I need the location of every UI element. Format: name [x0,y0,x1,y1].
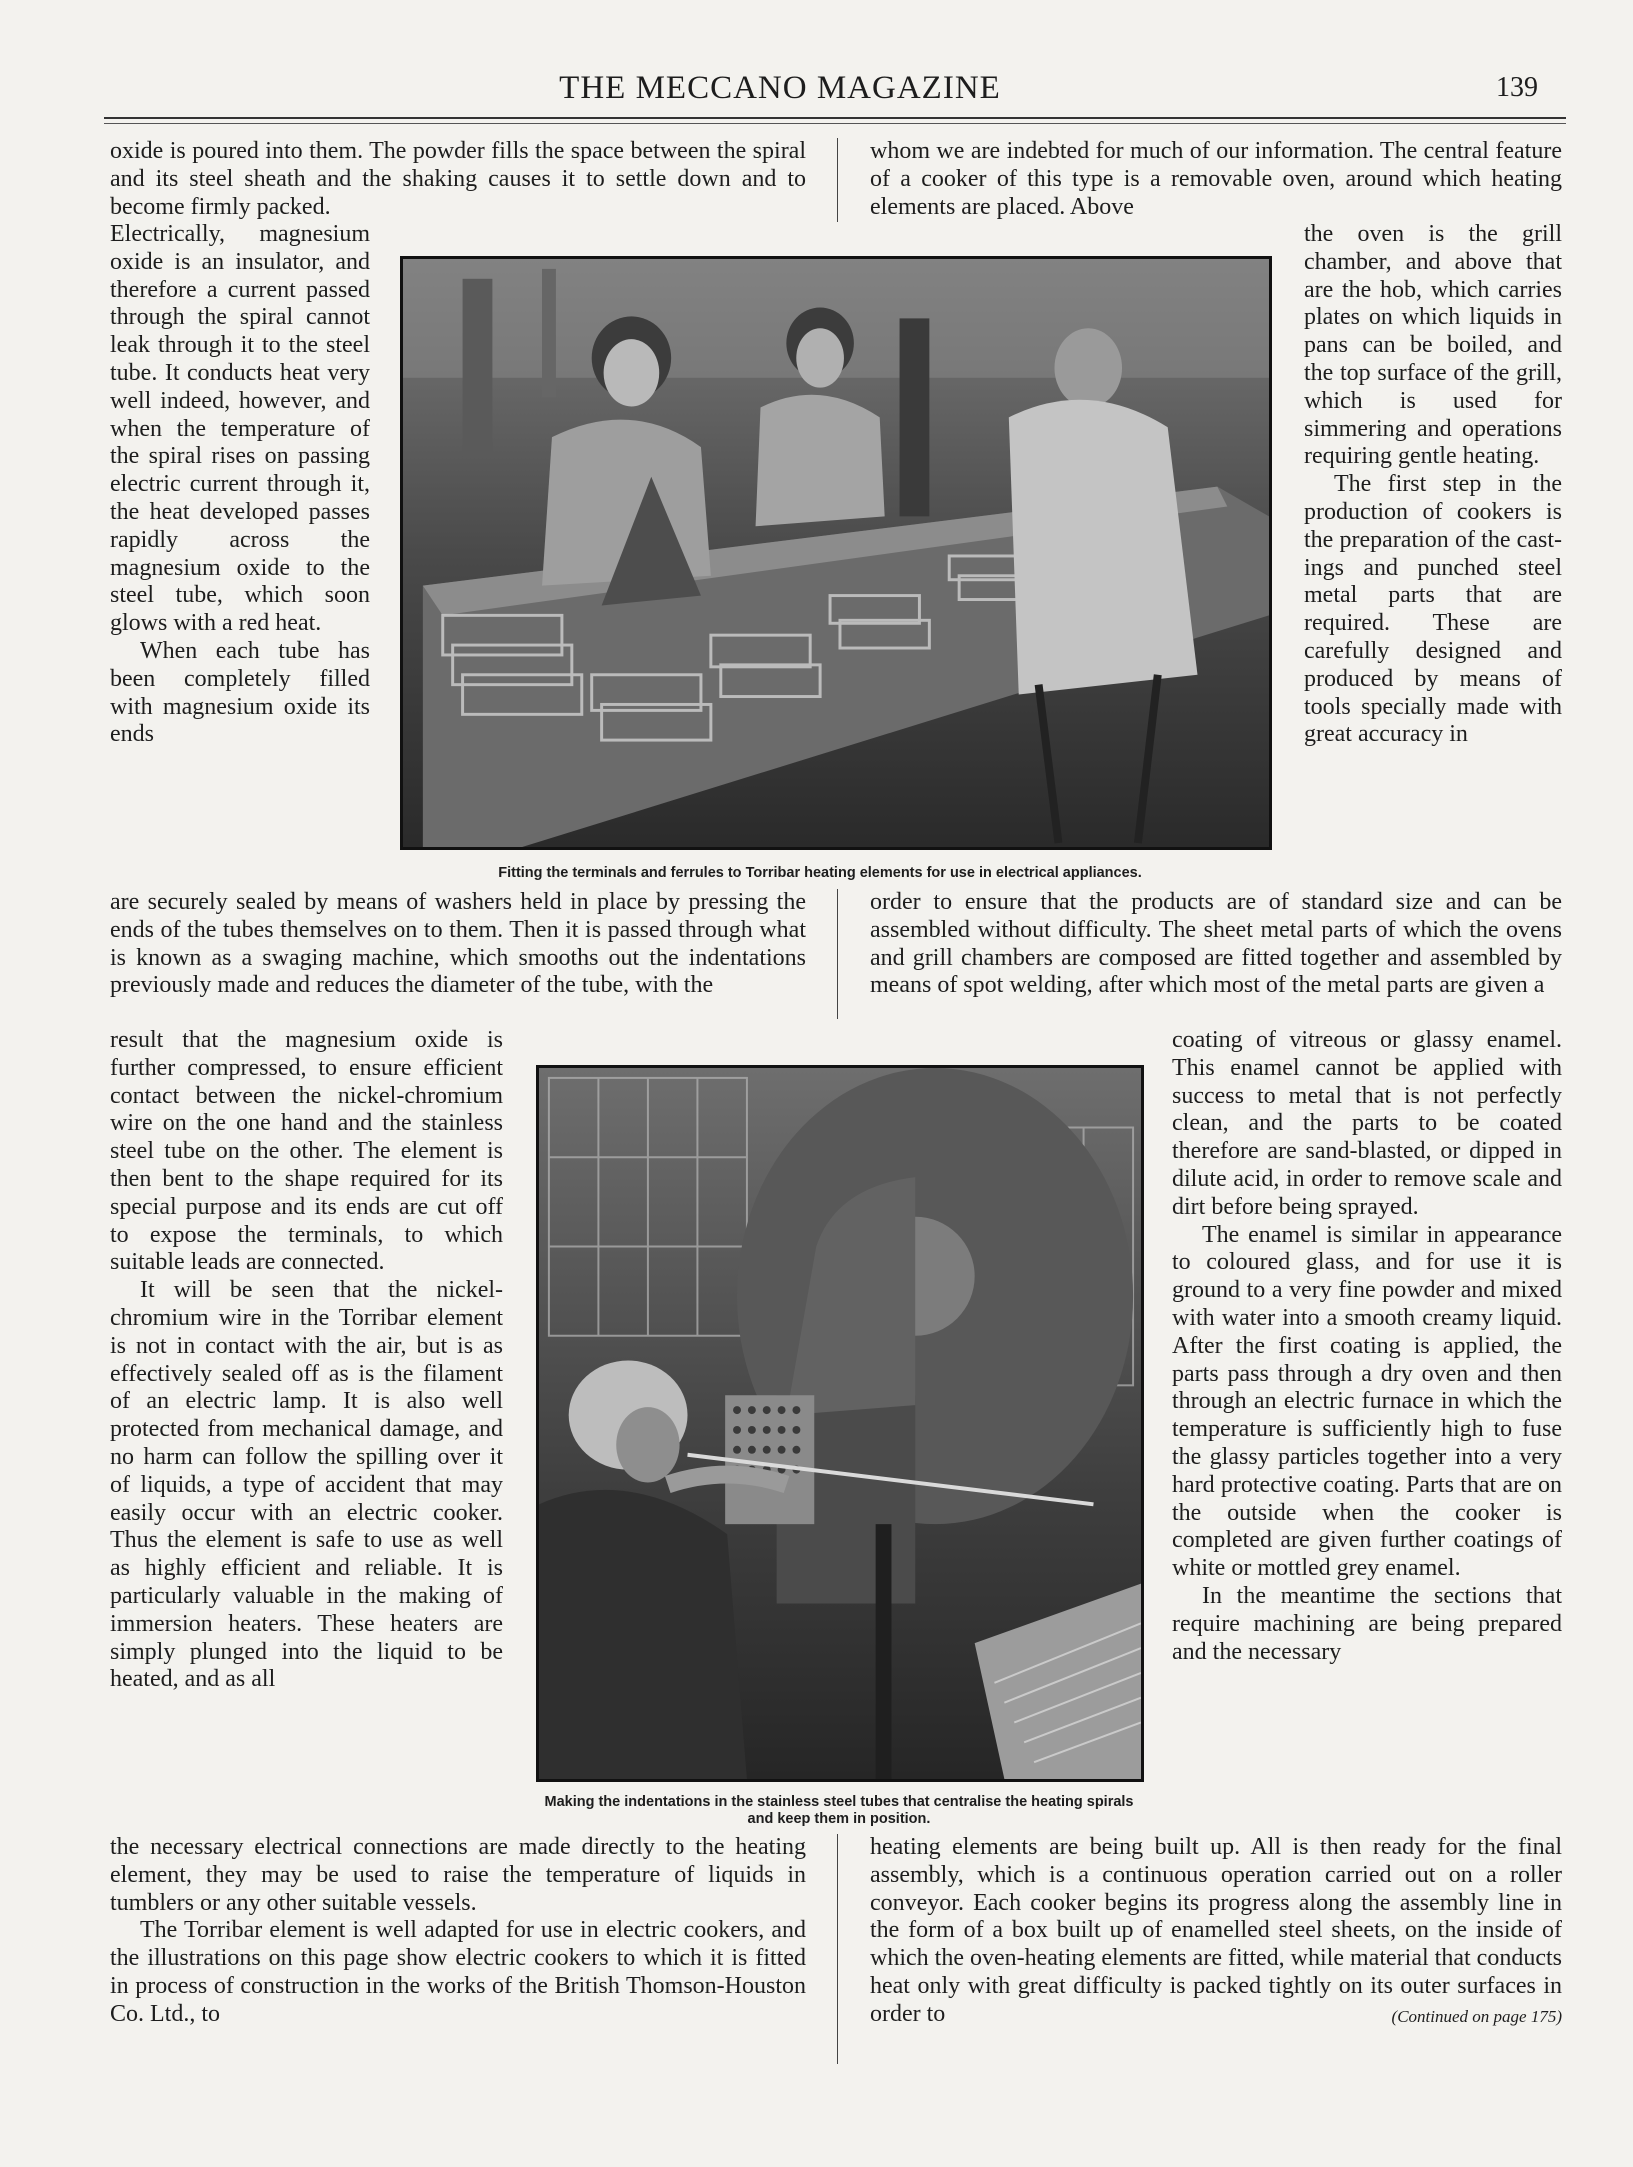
paragraph: order to ensure that the products are of standard size and can be assembled without difficulty. The sheet metal parts of which the ovens and grill chambers are composed are fitted together and assembled by means of spot welding, after which most of the metal parts are given a [870,889,1562,999]
paragraph: When each tube has been completely filled with magnesium oxide its ends [110,637,370,748]
right-column-wrap-2 [1172,1027,1562,1666]
paragraph: The first step in the production of cookers is the preparation of the castings and punched steel metal parts that are required. These are carefully designed and produced by means of tools specially made with great accuracy in [1304,471,1562,748]
paragraph: Electrically, magnesium oxide is an insulator, and therefore a current passed through the spiral cannot leak through it to the steel tube. It conducts heat very well indeed, however, and when the temperature of the spiral rises on passing electric current through it, the heat developed passes rapidly across the magnesium oxide to the steel tube, which soon glows with a red heat. [110,221,370,637]
photo-fitting-terminals [400,256,1272,850]
photo-making-indentations [536,1065,1144,1782]
paragraph: In the meantime the sections that require machining are being prepared and the necessary [1172,1582,1562,1665]
left-column-wrap-2 [110,1027,503,1694]
right-column-top [870,138,1562,221]
column-rule [837,1834,838,2064]
header-rule-thin [104,123,1566,124]
left-column-middle [110,889,806,1000]
paragraph: coating of vitreous or glassy enamel. This enamel cannot be applied with success to metal that is not perfectly clean, and the parts to be coated therefore are sand-blasted, or dipped in dilute acid, in order to remove scale and dirt before being sprayed. [1172,1027,1562,1220]
paragraph: The Torribar element is well adapted for use in electric cookers, and the illustrations on this page show electric cookers to which it is fitted in process of construction in the works of the British Thomson-Houston Co. Ltd., to [110,1917,806,2027]
column-rule [837,889,838,1019]
magazine-title: THE MECCANO MAGAZINE [559,70,1001,106]
paragraph: the oven is the grill chamber, and above that are the hob, which carries plates on which liquids in pans can be boiled, and the top surface of the grill, which is used for simmering and operations requiring gentle heating. [1304,221,1562,470]
figure2-caption: Making the indentations in the stainless steel tubes that centralise the heating spirals and keep them in position. [544,1794,1134,1827]
paragraph: It will be seen that the nickel-chromium wire in the Torribar element is not in contact with the air, but is as effectively sealed off as is the filament of an electric lamp. It is also well protected from mechanical damage, and no harm can follow the spilling over it of liquids, a type of accident that may easily occur with an electric cooker. Thus the element is safe to use as well as highly efficient and reliable. It is particularly valuable in the making of immersion heaters. These heaters are simply plunged into the liquid to be heated, and as all [110,1277,503,1693]
right-column-wrap-1 [1304,221,1562,749]
page-number: 139 [1496,72,1538,103]
paragraph: The enamel is similar in appearance to coloured glass, and for use it is ground to a very fine powder and mixed with water into a smooth creamy liquid. After the first coating is applied, the parts pass through a dry oven and then through an electric furnace in which the temperature is sufficiently high to fuse the glassy particles together into a very hard protective coating. Parts that are on the outside when the cooker is completed are given further coatings of white or mottled grey enamel. [1172,1221,1562,1582]
left-column-top [110,138,806,221]
paragraph: oxide is poured into them. The powder fills the space between the spiral and its steel sheath and the shaking causes it to settle down and to become firmly packed. [110,138,806,220]
paragraph: the necessary electrical connections are made directly to the heating element, they may be used to raise the temperature of liquids in tumblers or any other suitable vessels. [110,1834,806,1916]
photo-fitting-terminals-image [403,259,1269,847]
photo-making-indentations-image [539,1068,1141,1779]
left-column-wrap-1 [110,221,370,749]
column-rule [837,138,838,222]
paragraph: result that the magnesium oxide is further compressed, to ensure efficient contact between the nickel-chromium wire on the one hand and the stainless steel tube on the other. The element is then bent to the shape required for its special purpose and its ends are cut off to expose the terminals, to which suitable leads are connected. [110,1027,503,1276]
paragraph: are securely sealed by means of washers held in place by pressing the ends of the tubes themselves on to them. Then it is passed through what is known as a swaging machine, which smooths out the indentations previously made and reduces the diameter of the tube, with the [110,889,806,999]
paragraph: heating elements are being built up. All is then ready for the final assembly, which is a continuous operation carried out on a roller conveyor. Each cooker begins its progress along the assembly line in the form of a box built up of enamelled steel sheets, on the inside of which the oven-heating elements are fitted, while material that conducts heat only with great difficulty is packed tightly on its outer surfaces in order to [870,1834,1562,2027]
right-column-bottom [870,1834,1562,2030]
right-column-middle [870,889,1562,1000]
left-column-bottom [110,1834,806,2029]
figure1-caption: Fitting the terminals and ferrules to Torribar heating elements for use in electrical appliances. [498,865,1142,881]
header-rule [104,117,1566,119]
paragraph: whom we are indebted for much of our information. The central feature of a cooker of this type is a removable oven, around which heating elements are placed. Above [870,138,1562,220]
continued-note: (Continued on page 175) [1391,2006,1562,2026]
